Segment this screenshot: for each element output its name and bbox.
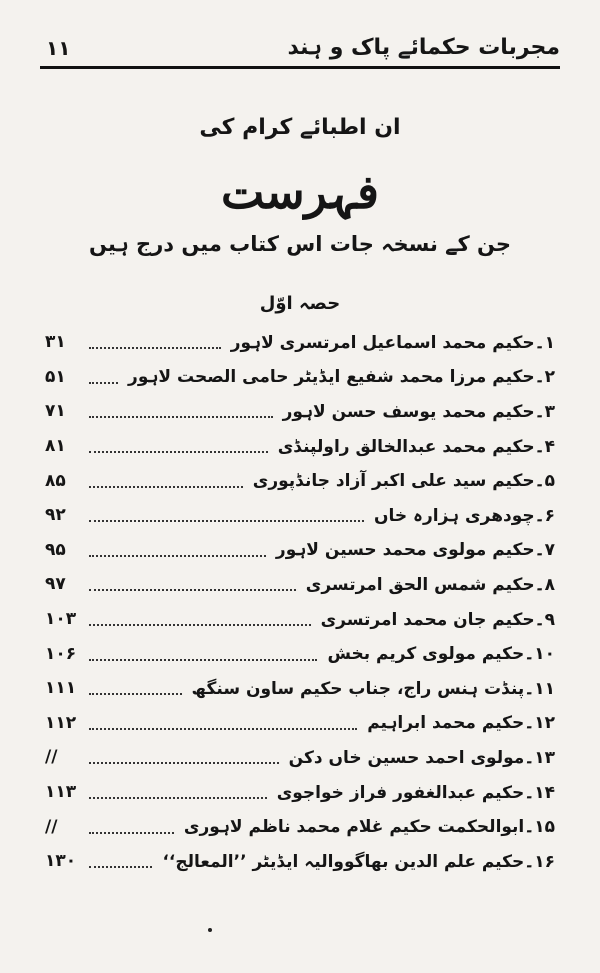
dot-leader [89,728,357,730]
toc-entry [45,394,555,429]
toc-entry-page: ۹۲ [45,505,66,526]
dot-leader [89,659,317,661]
toc-entry-page: ۱۳۰ [45,851,77,872]
toc-entry [45,706,555,741]
toc-entry-name: ۳۔حکیم محمد یوسف حسن لاہور [282,401,555,422]
toc-entry-name: ۱۶۔حکیم علم الدین بھاگووالیہ ایڈیٹر ’’المعالج‘‘ [162,851,555,872]
toc-entry-page: ۳۱ [45,332,66,353]
toc-entry [45,533,555,568]
dot-leader [89,347,221,349]
toc-entry-name: ۹۔حکیم جان محمد امرتسری [320,609,555,630]
toc-entry [45,602,555,637]
heading-index: فہرست [220,165,380,219]
book-title: مجربات حکمائے پاک و ہند [287,35,560,60]
toc-entry-name: ۷۔حکیم مولوی محمد حسین لاہور [275,540,555,561]
toc-entry-page: ۱۰۶ [45,643,77,664]
dot-leader [89,416,273,418]
toc-entry-name: ۱۲۔حکیم محمد ابراہیم [367,713,555,734]
toc-entry [45,325,555,360]
toc-entry [45,775,555,810]
dot-leader [89,520,364,522]
dot-leader [89,693,182,695]
toc-entry-page: ۷۱ [45,401,66,422]
toc-entry-page: ۱۱۲ [45,712,77,733]
toc-entry [45,671,555,706]
toc-entry [45,844,555,879]
toc-entry-page: ۱۱۳ [45,782,77,803]
toc-entry-name: ۱۳۔مولوی احمد حسین خاں دکن [288,747,555,768]
page-header [40,22,560,69]
toc-entry-page: ۸۱ [45,436,66,457]
toc-entry-name: ۵۔حکیم سید علی اکبر آزاد جانڈپوری [252,471,555,492]
dot-leader [89,555,266,557]
toc-entry [45,636,555,671]
toc-entry-page: // [45,816,58,837]
dot-leader [89,832,174,834]
toc-entry-name: ۸۔حکیم شمس الحق امرتسری [305,574,555,595]
dot-leader [89,451,268,453]
toc-entry [45,498,555,533]
toc-entry-page: ۵۱ [45,366,66,387]
toc-entry-name: ۲۔حکیم مرزا محمد شفیع ایڈیٹر حامی الصحت لاہور [128,367,555,388]
toc-entry [45,740,555,775]
toc-entry [45,360,555,395]
toc-entry [45,429,555,464]
toc-entry-name: ۱۱۔پنڈت ہنس راج، جناب حکیم ساون سنگھ [191,678,555,699]
page-speck [208,928,212,932]
toc-entry [45,809,555,844]
page-number: ۱۱ [46,36,71,60]
dot-leader [89,486,243,488]
section-title: حصہ اوّل [259,293,341,314]
toc-entry-page: // [45,747,58,768]
heading-subtitle: جن کے نسخہ جات اس کتاب میں درج ہیں [88,232,512,256]
toc-entry-name: ۱۔حکیم محمد اسماعیل امرتسری لاہور [230,332,555,353]
toc-entry [45,567,555,602]
dot-leader [89,382,118,384]
toc-entry-name: ۱۴۔حکیم عبدالغفور فراز خواجوی [276,782,555,803]
table-of-contents [45,325,555,879]
dot-leader [89,866,152,868]
dot-leader [89,762,279,764]
toc-entry [45,463,555,498]
toc-entry-page: ۱۰۳ [45,609,77,630]
toc-entry-name: ۴۔حکیم محمد عبدالخالق راولپنڈی [277,436,555,457]
dot-leader [89,624,311,626]
toc-entry-page: ۹۷ [45,574,66,595]
dot-leader [89,797,267,799]
toc-entry-name: ۱۰۔حکیم مولوی کریم بخش [327,644,555,665]
heading-intro: ان اطبائے کرام کی [199,115,401,140]
toc-entry-name: ۱۵۔ابوالحکمت حکیم غلام محمد ناظم لاہوری [183,817,555,838]
toc-entry-name: ۶۔چودھری ہزارہ خاں [373,505,555,526]
dot-leader [89,589,296,591]
toc-entry-page: ۱۱۱ [45,678,77,699]
toc-entry-page: ۸۵ [45,470,66,491]
toc-entry-page: ۹۵ [45,539,66,560]
